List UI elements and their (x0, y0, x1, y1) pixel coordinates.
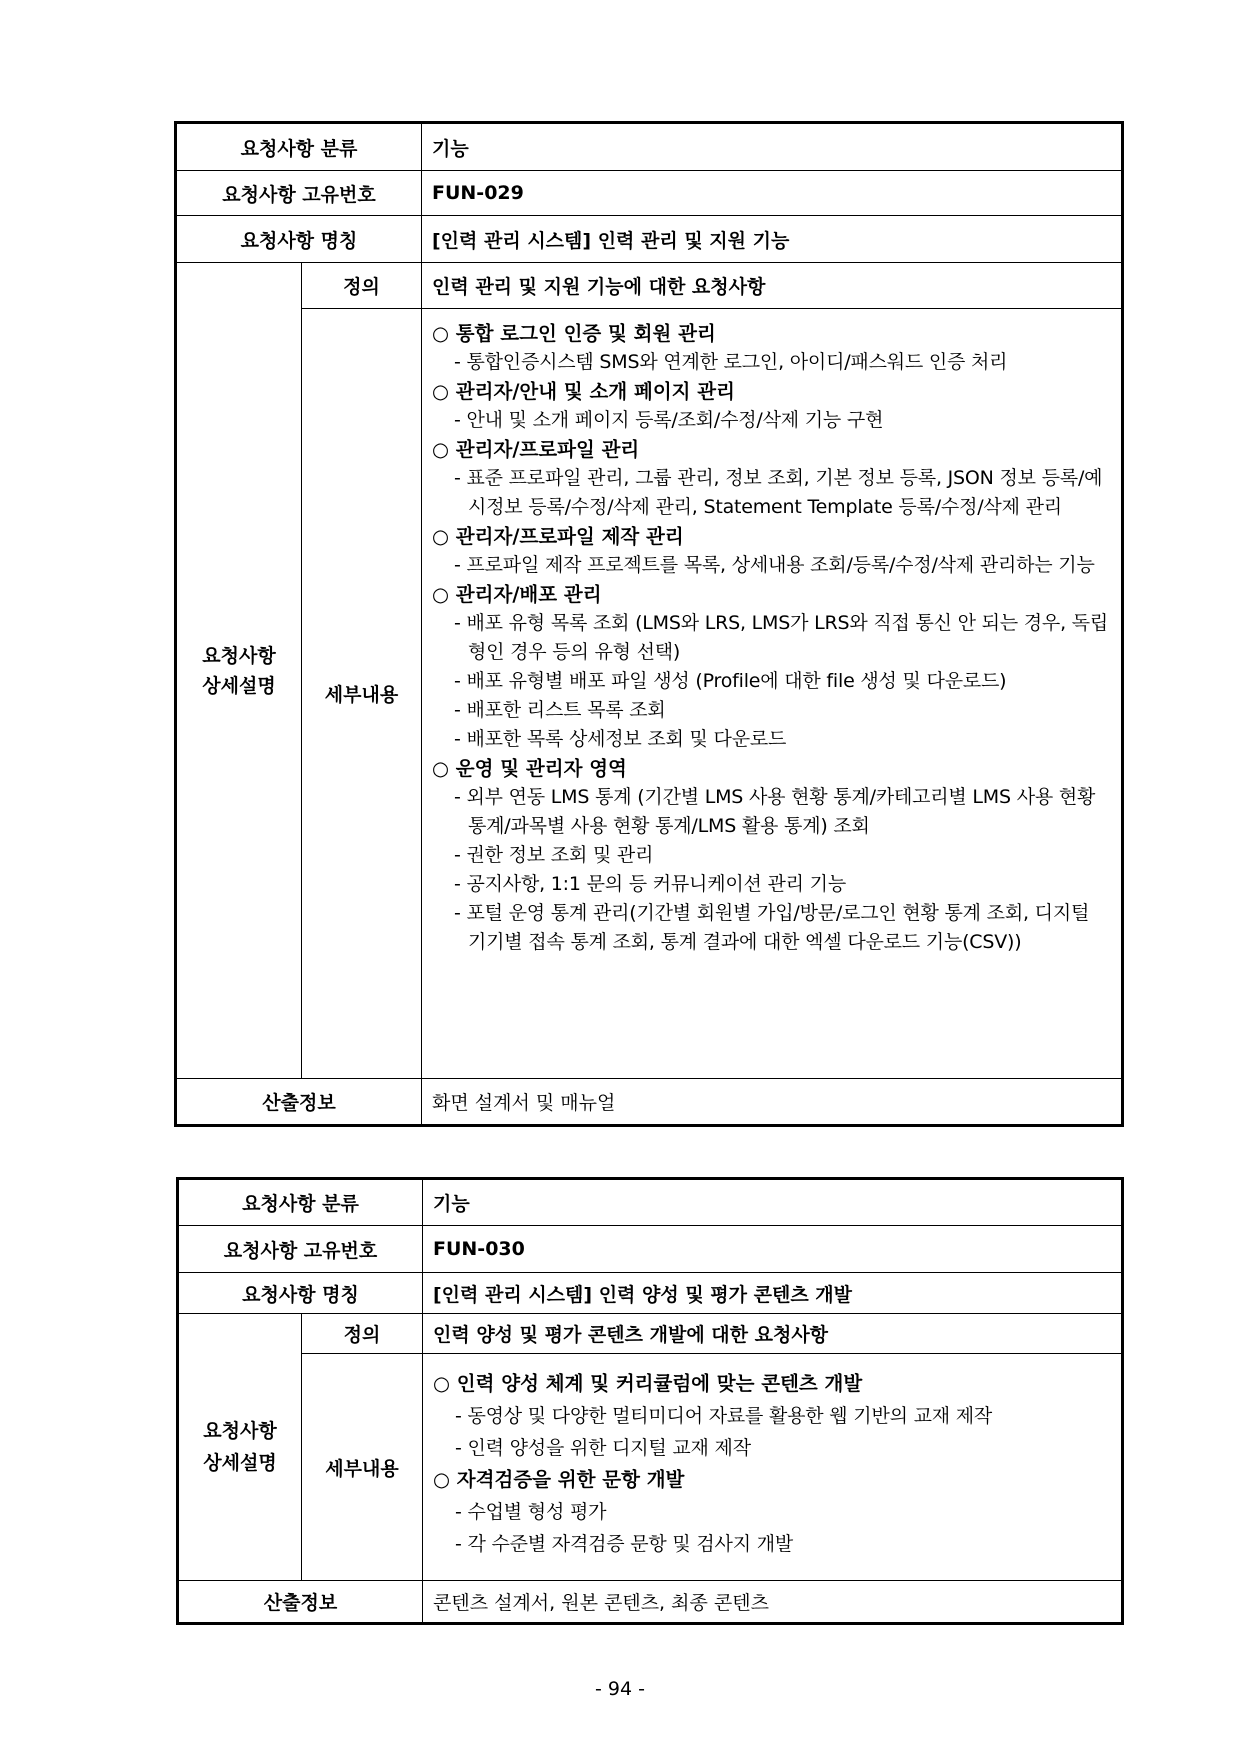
label-content: 세부내용 (302, 309, 422, 1079)
section-item: - 통합인증시스템 SMS와 연계한 로그인, 아이디/패스워드 인증 처리 (454, 351, 1008, 373)
label-category: 요청사항 분류 (176, 123, 422, 171)
label-detail: 요청사항 상세설명 (176, 263, 302, 1079)
page-number: - 94 - (595, 1678, 645, 1700)
section-item: - 안내 및 소개 페이지 등록/조회/수정/삭제 기능 구현 (454, 409, 884, 431)
label-content: 세부내용 (302, 1354, 423, 1581)
section-heading: ○ 관리자/배포 관리 (432, 583, 602, 606)
section-item: - 권한 정보 조회 및 관리 (454, 844, 654, 866)
section-item: - 배포한 목록 상세정보 조회 및 다운로드 (454, 728, 787, 750)
section-heading: ○ 관리자/프로파일 제작 관리 (432, 525, 684, 548)
section-item: - 동영상 및 다양한 멀티미디어 자료를 활용한 웹 기반의 교재 제작 (455, 1405, 993, 1427)
value-id: FUN-029 (422, 171, 1123, 216)
value-name: [인력 관리 시스템] 인력 양성 및 평가 콘텐츠 개발 (423, 1273, 1123, 1314)
label-category: 요청사항 분류 (178, 1179, 423, 1226)
section-item: - 수업별 형성 평가 (455, 1501, 607, 1523)
value-id: FUN-030 (423, 1226, 1123, 1273)
section-heading: ○ 인력 양성 체계 및 커리큘럼에 맞는 콘텐츠 개발 (433, 1372, 863, 1395)
section-item: - 프로파일 제작 프로젝트를 목록, 상세내용 조회/등록/수정/삭제 관리하는 기능 (454, 554, 1095, 576)
section-heading: ○ 통합 로그인 인증 및 회원 관리 (432, 322, 716, 345)
requirement-table-fun-029 (174, 121, 1124, 1127)
value-name: [인력 관리 시스템] 인력 관리 및 지원 기능 (422, 216, 1123, 263)
detail-content (423, 1354, 1123, 1581)
section-heading: ○ 운영 및 관리자 영역 (432, 757, 627, 780)
section-item: - 배포 유형별 배포 파일 생성 (Profile에 대한 file 생성 및 다운로드) (454, 670, 1007, 692)
requirement-table-fun-030 (176, 1177, 1124, 1625)
section-heading: ○ 관리자/프로파일 관리 (432, 438, 640, 461)
label-definition: 정의 (302, 263, 422, 309)
label-output: 산출정보 (176, 1079, 422, 1126)
label-definition: 정의 (302, 1314, 423, 1354)
section-heading: ○ 관리자/안내 및 소개 페이지 관리 (432, 380, 735, 403)
detail-content (422, 309, 1123, 1079)
value-output: 화면 설계서 및 매뉴얼 (422, 1079, 1123, 1126)
section-item: - 각 수준별 자격검증 문항 및 검사지 개발 (455, 1533, 793, 1555)
label-name: 요청사항 명칭 (176, 216, 422, 263)
section-item: - 공지사항, 1:1 문의 등 커뮤니케이션 관리 기능 (454, 873, 846, 895)
section-item: - 포털 운영 통계 관리(기간별 회원별 가입/방문/로그인 현황 통계 조회, 디지털 기기별 접속 통계 조회, 통계 결과에 대한 엑셀 다운로드 기능(CSV)) (454, 902, 1090, 953)
section-item: - 배포한 리스트 목록 조회 (454, 699, 666, 721)
value-category: 기능 (422, 123, 1123, 171)
label-id: 요청사항 고유번호 (176, 171, 422, 216)
label-detail: 요청사항 상세설명 (178, 1314, 302, 1581)
value-definition: 인력 양성 및 평가 콘텐츠 개발에 대한 요청사항 (423, 1314, 1123, 1354)
label-name: 요청사항 명칭 (178, 1273, 423, 1314)
section-item: - 배포 유형 목록 조회 (LMS와 LRS, LMS가 LRS와 직접 통신 안 되는 경우, 독립형인 경우 등의 유형 선택) (454, 612, 1109, 663)
section-item: - 표준 프로파일 관리, 그룹 관리, 정보 조회, 기본 정보 등록, JSON 정보 등록/예시정보 등록/수정/삭제 관리, Statement Template 등록/수정/삭제 관리 (454, 467, 1103, 518)
value-definition: 인력 관리 및 지원 기능에 대한 요청사항 (422, 263, 1123, 309)
label-output: 산출정보 (178, 1581, 423, 1624)
section-item: - 인력 양성을 위한 디지털 교재 제작 (455, 1437, 751, 1459)
section-item: - 외부 연동 LMS 통계 (기간별 LMS 사용 현황 통계/카테고리별 LMS 사용 현황 통계/과목별 사용 현황 통계/LMS 활용 통계) 조회 (454, 786, 1096, 837)
value-category: 기능 (423, 1179, 1123, 1226)
value-output: 콘텐츠 설계서, 원본 콘텐츠, 최종 콘텐츠 (423, 1581, 1123, 1624)
section-heading: ○ 자격검증을 위한 문항 개발 (433, 1468, 685, 1491)
label-id: 요청사항 고유번호 (178, 1226, 423, 1273)
